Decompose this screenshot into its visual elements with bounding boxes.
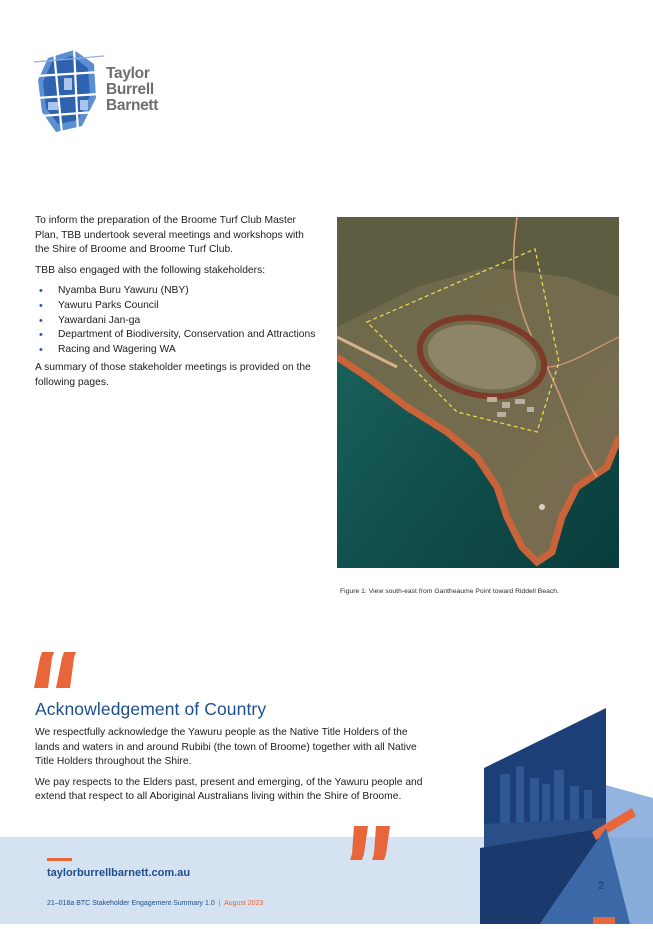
website-link[interactable]: taylorburrellbarnett.com.au (47, 867, 191, 879)
opening-quote-icon (34, 652, 80, 690)
city-skyline-graphic (480, 708, 653, 924)
document-reference (47, 900, 263, 907)
logo-line-1: Taylor (106, 65, 150, 82)
acknowledgement-title: Acknowledgement of Country (35, 699, 267, 719)
intro-paragraph-3: A summary of those stakeholder meetings is provided on the following pages. (35, 362, 311, 388)
company-logo (34, 46, 174, 136)
intro-paragraph-1: To inform the preparation of the Broome Turf Club Master Plan, TBB undertook several meetings and workshops with the Shire of Broome and Broome Turf Club. (35, 215, 304, 256)
footer-separator: | (218, 900, 221, 907)
corner-accent-tab (593, 917, 615, 924)
logo-wordmark (106, 66, 158, 114)
aerial-photo (337, 217, 619, 568)
footer-accent-dash (47, 858, 72, 861)
stakeholder-list (35, 284, 320, 357)
list-item: • Nyamba Buru Yawuru (NBY) (58, 284, 320, 299)
intro-section (35, 214, 320, 397)
intro-paragraph-2: TBB also engaged with the following stakeholders: (35, 264, 266, 276)
list-item: • Yawuru Parks Council (58, 299, 320, 314)
page-number: 2 (598, 880, 605, 892)
acknowledgement-paragraph-1: We respectfully acknowledge the Yawuru people as the Native Title Holders of the lands and waters in and around Rubibi (the town of Broome) together with all Native Title Holders throughout the Shire. (35, 727, 417, 768)
acknowledgement-paragraph-2: We pay respects to the Elders past, present and emerging, of the Yawuru people and extend that respect to all Aboriginal Australians living within the Shire of Broome. (35, 776, 423, 803)
logo-line-2: Burrell (106, 81, 154, 98)
list-item: • Department of Biodiversity, Conservation and Attractions (58, 328, 320, 343)
logo-line-3: Barnett (106, 97, 159, 114)
figure-caption: Figure 1: View south-east from Gantheaume Point toward Riddell Beach. (340, 588, 559, 595)
list-item: • Yawardani Jan-ga (58, 314, 320, 329)
document-id: 21–018a BTC Stakeholder Engagement Summary 1.0 (47, 900, 215, 907)
acknowledgement-body (35, 726, 435, 811)
document-date: August 2023 (224, 900, 264, 907)
closing-quote-icon (350, 826, 396, 860)
list-item: • Racing and Wagering WA (58, 343, 320, 358)
logo-mark-icon (34, 46, 104, 136)
